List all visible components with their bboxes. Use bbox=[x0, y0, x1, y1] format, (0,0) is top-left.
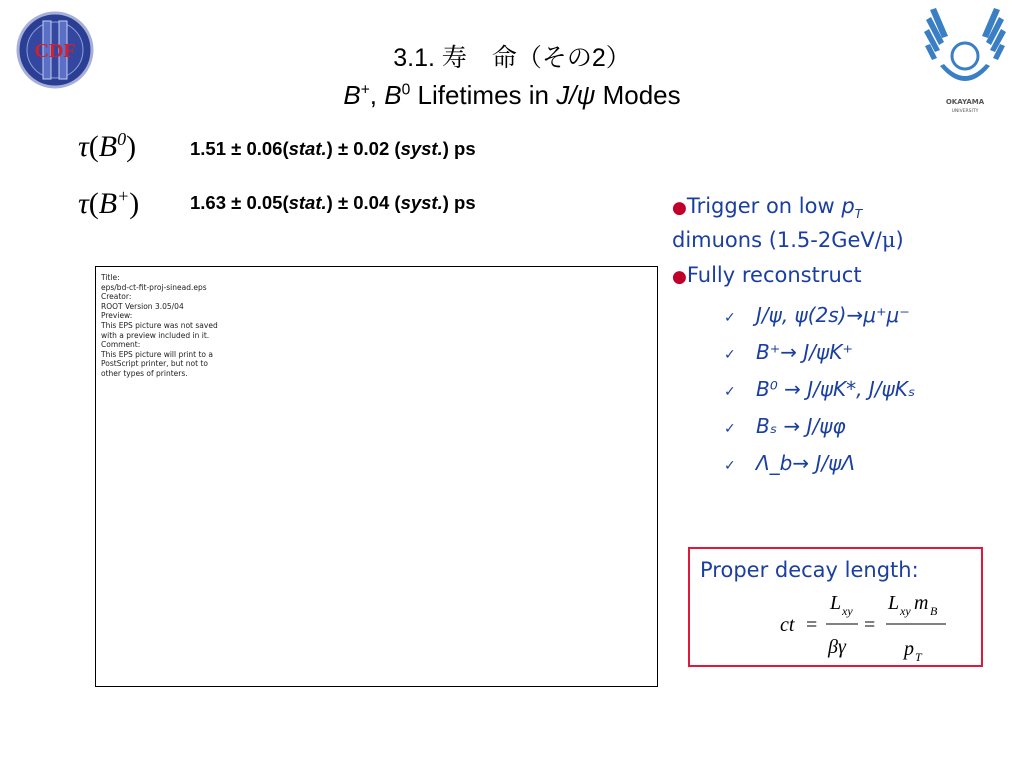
title-b-plus: B bbox=[343, 80, 361, 110]
decay-mode-text: Bₛ → J/ψφ bbox=[756, 414, 846, 438]
b0-stat: stat. bbox=[288, 138, 327, 159]
formula-eq2: = bbox=[864, 614, 876, 636]
check-icon: ✓ bbox=[724, 384, 736, 400]
proper-decay-length-formula bbox=[770, 585, 960, 667]
b0-syst: syst. bbox=[400, 138, 443, 159]
slide-title-line1: 3.1. 寿 命（その2） bbox=[393, 44, 631, 72]
formula-xy-2: xy bbox=[900, 604, 911, 618]
formula-xy-1: xy bbox=[842, 604, 853, 618]
okayama-logo-line1: OKAYAMA bbox=[945, 98, 985, 106]
bullet-dot-icon: ● bbox=[672, 198, 687, 218]
eps-line: PostScript printer, but not to bbox=[101, 359, 208, 369]
formula-p: p bbox=[904, 638, 914, 660]
mu-symbol: μ bbox=[881, 228, 896, 252]
bp-unit: ) ps bbox=[442, 192, 476, 213]
bplus-lifetime-value bbox=[190, 192, 476, 214]
title-plus-sup: + bbox=[360, 81, 370, 99]
eps-line: This EPS picture was not saved bbox=[101, 320, 218, 330]
formula-lxy-1: L bbox=[830, 592, 842, 614]
dimuons-close: ) bbox=[895, 228, 904, 252]
bp-value: 1.63 ± 0.05( bbox=[190, 192, 289, 213]
fully-text: Fully reconstruct bbox=[686, 263, 862, 287]
b0-value: 1.51 ± 0.06( bbox=[190, 138, 289, 159]
slide-title-line2 bbox=[0, 80, 1024, 111]
check-icon: ✓ bbox=[724, 347, 736, 363]
formula-p-sub: T bbox=[915, 650, 922, 664]
tau-b0-symbol: $\tau(B^0)$ bbox=[78, 129, 137, 163]
eps-line: ROOT Version 3.05/04 bbox=[101, 301, 184, 311]
formula-ct: ct bbox=[780, 614, 795, 636]
formula-m-sub: B bbox=[930, 604, 938, 618]
b0-mid: ) ± 0.02 ( bbox=[326, 138, 401, 159]
eps-line: other types of printers. bbox=[101, 368, 188, 378]
b0-unit: ) ps bbox=[442, 138, 476, 159]
okayama-logo-line2: UNIVERSITY bbox=[951, 109, 979, 114]
title-b-zero: B bbox=[384, 80, 402, 110]
eps-line: Comment: bbox=[101, 340, 141, 350]
cdf-logo-text: CDF bbox=[34, 40, 76, 62]
bullet-dot-icon: ● bbox=[672, 267, 687, 287]
title-jpsi: J/ψ bbox=[556, 80, 596, 110]
title-zero-sup: 0 bbox=[401, 81, 411, 99]
decay-mode-text: J/ψ, ψ(2s)→μ⁺μ⁻ bbox=[756, 303, 910, 327]
check-icon: ✓ bbox=[724, 421, 736, 437]
eps-line: Title: bbox=[101, 273, 120, 282]
trigger-p: p bbox=[841, 194, 855, 218]
decay-mode-item bbox=[724, 414, 846, 438]
b-sup: + bbox=[117, 186, 130, 206]
bp-mid: ) ± 0.04 ( bbox=[326, 192, 401, 213]
title-comma: , bbox=[369, 80, 385, 110]
decay-mode-item bbox=[724, 377, 915, 401]
check-icon: ✓ bbox=[724, 458, 736, 474]
bullet-fully-reconstruct bbox=[672, 263, 862, 287]
tau-symbol: τ bbox=[78, 187, 89, 220]
decay-mode-item bbox=[724, 340, 853, 364]
formula-m: m bbox=[914, 592, 929, 614]
decay-mode-item bbox=[724, 303, 910, 327]
eps-line: eps/bd-ct-fit-proj-sinead.eps bbox=[101, 282, 207, 292]
eps-line: with a preview included in it. bbox=[101, 330, 210, 340]
decay-mode-text: B⁺→ J/ψK⁺ bbox=[756, 340, 853, 364]
bp-syst: syst. bbox=[400, 192, 443, 213]
check-icon: ✓ bbox=[724, 310, 736, 326]
tau-bplus-symbol: τ(B+) bbox=[78, 186, 140, 220]
eps-line: Creator: bbox=[101, 292, 132, 302]
b-symbol: B bbox=[98, 130, 118, 163]
eps-line: Preview: bbox=[101, 311, 133, 321]
formula-betagamma: βγ bbox=[828, 636, 846, 658]
bp-stat: stat. bbox=[288, 192, 327, 213]
decay-mode-text: Λ_b→ J/ψΛ bbox=[756, 451, 856, 475]
eps-figure-placeholder bbox=[95, 266, 658, 687]
bullet-dimuons bbox=[672, 228, 904, 252]
trigger-sub: T bbox=[854, 206, 863, 222]
dimuons-text: dimuons (1.5-2GeV/ bbox=[672, 228, 882, 252]
bullet-trigger bbox=[672, 194, 863, 222]
decay-mode-text: B⁰ → J/ψK*, J/ψKₛ bbox=[756, 377, 916, 401]
formula-eq1: = bbox=[806, 614, 818, 636]
formula-lxy-2: L bbox=[888, 592, 900, 614]
eps-line: This EPS picture will print to a bbox=[101, 349, 213, 359]
eps-placeholder-text bbox=[101, 273, 218, 379]
formula-label: Proper decay length: bbox=[700, 558, 919, 582]
b0-lifetime-value bbox=[190, 138, 476, 160]
b-sup: 0 bbox=[117, 129, 127, 149]
title-lifetimes-in: Lifetimes in bbox=[410, 80, 557, 110]
b-symbol: B bbox=[98, 187, 118, 220]
decay-mode-item bbox=[724, 451, 855, 475]
trigger-text: Trigger on low bbox=[686, 194, 842, 218]
tau-symbol: τ bbox=[78, 130, 89, 163]
title-modes: Modes bbox=[595, 80, 681, 110]
